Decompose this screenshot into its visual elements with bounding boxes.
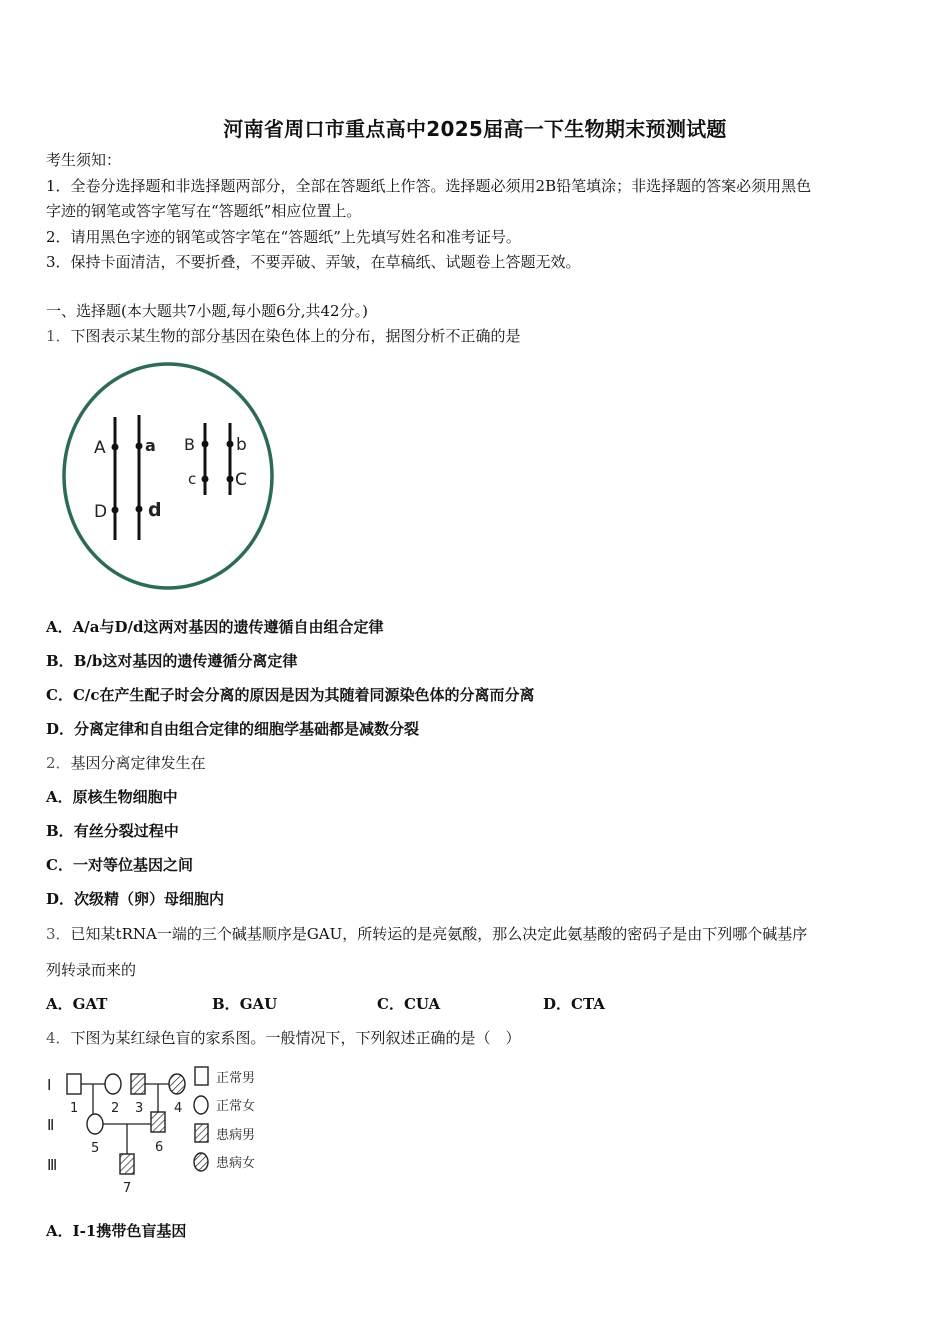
- question-number: 4．: [46, 1029, 71, 1047]
- gene-label-b: b: [236, 435, 247, 455]
- question-stem: 已知某tRNA一端的三个碱基顺序是GAU，所转运的是亮氨酸，那么决定此氨基酸的密码子是由下列哪个碱基序: [70, 925, 808, 943]
- option-text: CUA: [403, 995, 441, 1013]
- legend-normal-male-icon: [195, 1067, 208, 1085]
- option-key: B．: [212, 995, 240, 1013]
- option-key: C．: [46, 856, 73, 874]
- q2-option-d[interactable]: [46, 889, 224, 909]
- q3-option-b[interactable]: [212, 994, 277, 1014]
- locus-b: [227, 441, 234, 448]
- option-text: A/a与D/d这两对基因的遗传遵循自由组合定律: [72, 618, 384, 636]
- gene-label-d: d: [148, 499, 162, 521]
- legend-affected-female-icon: [194, 1153, 208, 1171]
- q1-option-b[interactable]: [46, 651, 297, 671]
- locus-a: [136, 443, 143, 450]
- option-key: A．: [46, 995, 73, 1013]
- legend-normal-female-icon: [194, 1096, 208, 1114]
- locus-B: [202, 441, 209, 448]
- individual-III7: [120, 1154, 134, 1174]
- question-3-cont: 列转录而来的: [46, 961, 137, 979]
- locus-C: [227, 476, 234, 483]
- q3-option-d[interactable]: [543, 994, 605, 1014]
- question-number: 3．: [46, 925, 71, 943]
- notice-item-1a: 1．全卷分选择题和非选择题两部分，全部在答题纸上作答。选择题必须用2B铅笔填涂；非选择题的答案必须用黑色: [46, 177, 812, 195]
- option-key: B．: [46, 652, 74, 670]
- q3-option-c[interactable]: [377, 994, 440, 1014]
- legend-affected-female: 患病女: [216, 1156, 256, 1171]
- question-stem: 基因分离定律发生在: [70, 754, 206, 772]
- option-key: A．: [46, 618, 73, 636]
- gen-label-1: Ⅰ: [47, 1076, 52, 1094]
- individual-I3: [131, 1074, 145, 1094]
- option-key: C．: [46, 686, 73, 704]
- option-key: A．: [46, 788, 73, 806]
- gene-label-C: C: [235, 470, 247, 490]
- section-heading: 一、选择题(本大题共7小题,每小题6分,共42分。): [46, 302, 368, 320]
- option-text: GAU: [239, 995, 278, 1013]
- notice-item-3: 3．保持卡面清洁，不要折叠，不要弄破、弄皱，在草稿纸、试题卷上答题无效。: [46, 253, 581, 271]
- option-text: GAT: [72, 995, 108, 1013]
- option-key: B．: [46, 822, 74, 840]
- q1-option-c[interactable]: [46, 685, 535, 705]
- legend-normal-male: 正常男: [216, 1071, 256, 1086]
- notice-heading: 考生须知：: [46, 151, 122, 169]
- question-4: [46, 1028, 521, 1048]
- individual-II5: [87, 1114, 103, 1134]
- notice-item-1b: 字迹的钢笔或答字笔写在“答题纸”相应位置上。: [46, 202, 362, 220]
- question-2: [46, 753, 206, 773]
- q4-option-a[interactable]: [46, 1221, 186, 1241]
- question-3: [46, 924, 807, 944]
- option-text: Ⅰ-1携带色盲基因: [72, 1222, 187, 1240]
- gene-label-c: c: [188, 470, 197, 488]
- id-label-2: 2: [111, 1101, 120, 1116]
- q2-option-b[interactable]: [46, 821, 179, 841]
- option-text: 分离定律和自由组合定律的细胞学基础都是减数分裂: [74, 720, 420, 738]
- q1-option-d[interactable]: [46, 719, 419, 739]
- option-key: D．: [46, 720, 75, 738]
- question-number: 1．: [46, 327, 71, 345]
- option-text: 原核生物细胞中: [72, 788, 178, 806]
- id-label-5: 5: [91, 1141, 100, 1156]
- id-label-1: 1: [70, 1101, 79, 1116]
- question-number: 2．: [46, 754, 71, 772]
- option-text: CTA: [571, 995, 605, 1013]
- q2-option-a[interactable]: [46, 787, 178, 807]
- option-key: D．: [543, 995, 572, 1013]
- id-label-7: 7: [123, 1181, 132, 1196]
- gene-label-B: B: [184, 435, 195, 454]
- question-stem: 下图表示某生物的部分基因在染色体上的分布，据图分析不正确的是: [70, 327, 521, 345]
- id-label-6: 6: [155, 1140, 164, 1155]
- id-label-4: 4: [174, 1101, 183, 1116]
- option-text: 一对等位基因之间: [72, 856, 193, 874]
- gene-label-D: D: [94, 502, 108, 522]
- q1-option-a[interactable]: [46, 617, 383, 637]
- legend-affected-male: 患病男: [216, 1128, 256, 1143]
- chromosome-figure: [58, 360, 278, 592]
- individual-I4: [169, 1074, 185, 1094]
- option-text: C/c在产生配子时会分离的原因是因为其随着同源染色体的分离而分离: [72, 686, 535, 704]
- gen-label-2: Ⅱ: [47, 1116, 55, 1134]
- individual-I2: [105, 1074, 121, 1094]
- locus-D: [112, 507, 119, 514]
- question-stem: 下图为某红绿色盲的家系图。一般情况下，下列叙述正确的是（ ）: [70, 1029, 521, 1047]
- locus-d: [136, 506, 143, 513]
- q2-option-c[interactable]: [46, 855, 193, 875]
- legend-affected-male-icon: [195, 1124, 208, 1142]
- individual-II6: [151, 1112, 165, 1132]
- individual-I1: [67, 1074, 81, 1094]
- page-title: 河南省周口市重点高中2025届高一下生物期末预测试题: [223, 117, 727, 141]
- option-key: A．: [46, 1222, 73, 1240]
- notice-item-2: 2．请用黑色字迹的钢笔或答字笔在“答题纸”上先填写姓名和准考证号。: [46, 228, 521, 246]
- gen-label-3: Ⅲ: [47, 1156, 58, 1174]
- legend-normal-female: 正常女: [216, 1099, 256, 1114]
- q3-option-a[interactable]: [46, 994, 107, 1014]
- gene-label-a: a: [145, 436, 156, 455]
- option-text: B/b这对基因的遗传遵循分离定律: [73, 652, 298, 670]
- pedigree-figure: [40, 1060, 270, 1200]
- option-key: C．: [377, 995, 404, 1013]
- gene-label-A: A: [94, 438, 106, 458]
- locus-A: [112, 444, 119, 451]
- option-key: D．: [46, 890, 75, 908]
- option-text: 次级精（卵）母细胞内: [74, 890, 225, 908]
- locus-c: [202, 476, 209, 483]
- option-text: 有丝分裂过程中: [73, 822, 179, 840]
- question-1: [46, 326, 521, 346]
- id-label-3: 3: [135, 1101, 144, 1116]
